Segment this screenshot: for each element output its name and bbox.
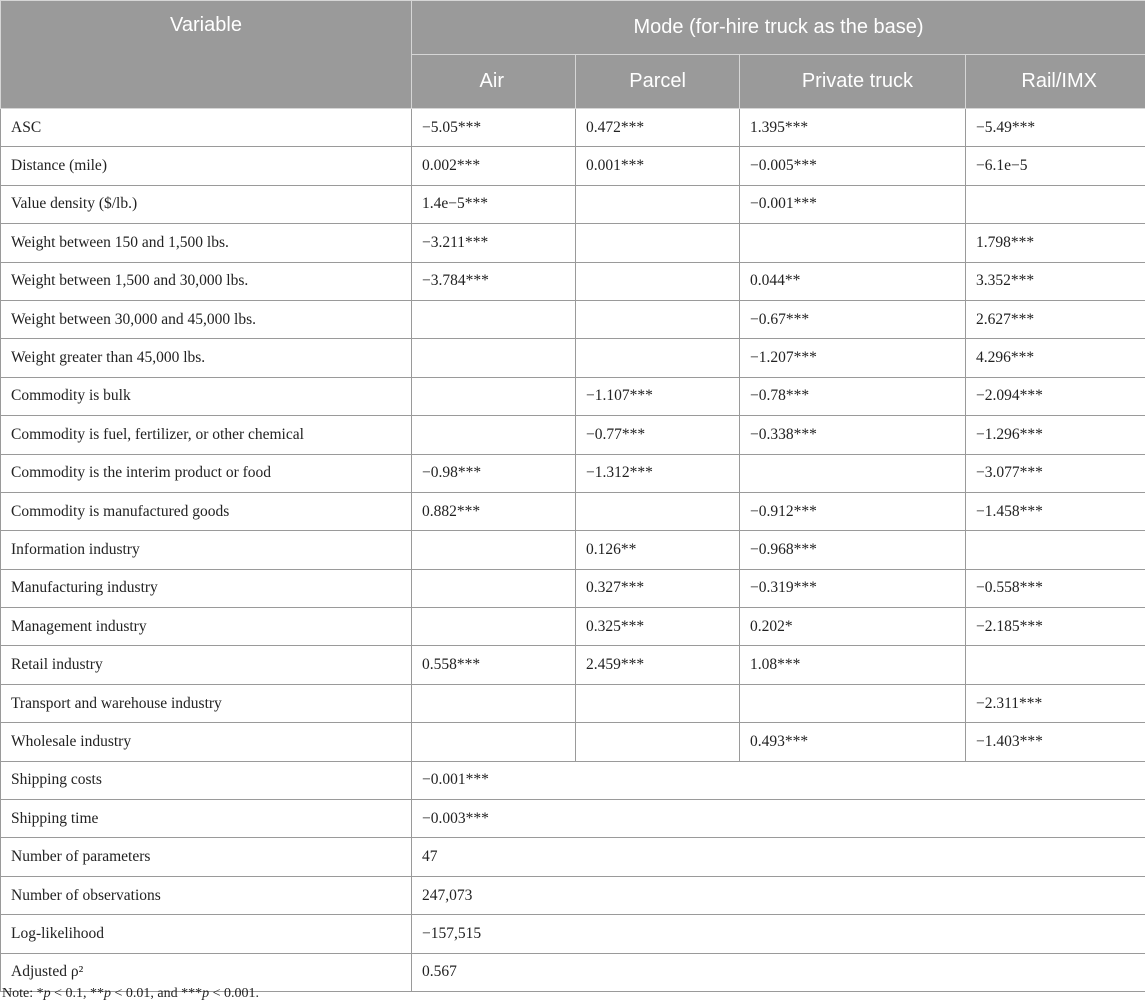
coef-cell-parcel xyxy=(576,723,740,761)
coef-cell-air: −5.05*** xyxy=(412,109,576,147)
coef-cell-air xyxy=(412,531,576,569)
row-label: Management industry xyxy=(1,608,412,646)
table-row xyxy=(1,109,1145,147)
coef-cell-parcel: 0.325*** xyxy=(576,608,740,646)
coef-cell-rail-imx: −1.403*** xyxy=(966,723,1145,761)
coef-cell-rail-imx: −3.077*** xyxy=(966,454,1145,492)
coef-cell-rail-imx: 4.296*** xyxy=(966,339,1145,377)
coef-cell-private-truck: 1.08*** xyxy=(740,646,966,684)
coef-cell-parcel xyxy=(576,300,740,338)
summary-label: Adjusted ρ² xyxy=(1,953,412,991)
coef-cell-rail-imx xyxy=(966,531,1145,569)
summary-label: Number of observations xyxy=(1,876,412,914)
table-row xyxy=(1,684,1145,722)
coef-cell-rail-imx xyxy=(966,185,1145,223)
coef-cell-rail-imx: −1.296*** xyxy=(966,416,1145,454)
coef-cell-rail-imx: 3.352*** xyxy=(966,262,1145,300)
coef-cell-air: −0.98*** xyxy=(412,454,576,492)
summary-row xyxy=(1,915,1145,953)
row-label: Retail industry xyxy=(1,646,412,684)
coef-cell-parcel xyxy=(576,339,740,377)
summary-row xyxy=(1,838,1145,876)
coef-cell-air xyxy=(412,608,576,646)
row-label: Information industry xyxy=(1,531,412,569)
summary-rows xyxy=(1,761,1145,991)
coef-cell-parcel: 2.459*** xyxy=(576,646,740,684)
coef-cell-air: −3.784*** xyxy=(412,262,576,300)
coef-cell-private-truck: −0.912*** xyxy=(740,492,966,530)
table-row xyxy=(1,147,1145,185)
row-label: Wholesale industry xyxy=(1,723,412,761)
coef-cell-air: 0.558*** xyxy=(412,646,576,684)
coef-cell-air: 1.4e−5*** xyxy=(412,185,576,223)
note-sig3-p: p xyxy=(202,986,210,1001)
coef-cell-rail-imx: −1.458*** xyxy=(966,492,1145,530)
row-label: Distance (mile) xyxy=(1,147,412,185)
row-label: Manufacturing industry xyxy=(1,569,412,607)
mode-header-air: Air xyxy=(412,55,576,109)
coef-cell-private-truck: −0.78*** xyxy=(740,377,966,415)
note-sig1-p: p xyxy=(43,986,51,1001)
table-row xyxy=(1,262,1145,300)
coef-cell-air xyxy=(412,339,576,377)
note-sig3-stars: *** xyxy=(181,986,203,1001)
coef-cell-parcel: 0.001*** xyxy=(576,147,740,185)
row-label: Commodity is the interim product or food xyxy=(1,454,412,492)
coef-cell-rail-imx: −2.094*** xyxy=(966,377,1145,415)
coef-cell-private-truck xyxy=(740,224,966,262)
coef-cell-rail-imx: −5.49*** xyxy=(966,109,1145,147)
coef-cell-private-truck: −0.968*** xyxy=(740,531,966,569)
coef-cell-private-truck: 0.202* xyxy=(740,608,966,646)
table-row xyxy=(1,531,1145,569)
coef-cell-rail-imx: −2.311*** xyxy=(966,684,1145,722)
coef-cell-rail-imx: 2.627*** xyxy=(966,300,1145,338)
coef-cell-rail-imx xyxy=(966,646,1145,684)
row-label: Weight between 30,000 and 45,000 lbs. xyxy=(1,300,412,338)
note-sig2-stars: ** xyxy=(90,986,105,1001)
summary-value: 0.567 xyxy=(412,953,1145,991)
coef-cell-air: 0.882*** xyxy=(412,492,576,530)
coef-cell-air xyxy=(412,377,576,415)
summary-label: Shipping costs xyxy=(1,761,412,799)
summary-value: 247,073 xyxy=(412,876,1145,914)
table-row xyxy=(1,646,1145,684)
note-sig1-rest: < 0.1, xyxy=(50,986,91,1001)
table-row xyxy=(1,416,1145,454)
summary-value: −157,515 xyxy=(412,915,1145,953)
note-sig3-rest: < 0.001. xyxy=(209,986,260,1001)
table-row xyxy=(1,185,1145,223)
coef-cell-private-truck: 1.395*** xyxy=(740,109,966,147)
coef-cell-private-truck: −0.338*** xyxy=(740,416,966,454)
summary-row xyxy=(1,761,1145,799)
note-sig2-rest: < 0.01, and xyxy=(111,986,182,1001)
coef-cell-rail-imx: 1.798*** xyxy=(966,224,1145,262)
row-label: Weight between 1,500 and 30,000 lbs. xyxy=(1,262,412,300)
table-row xyxy=(1,300,1145,338)
mode-header-rail-imx: Rail/IMX xyxy=(966,55,1145,109)
coef-cell-rail-imx: −6.1e−5 xyxy=(966,147,1145,185)
note-sig1-stars: * xyxy=(36,986,44,1001)
coef-cell-parcel: −0.77*** xyxy=(576,416,740,454)
row-label: Commodity is bulk xyxy=(1,377,412,415)
summary-label: Log-likelihood xyxy=(1,915,412,953)
table-row xyxy=(1,224,1145,262)
table-row xyxy=(1,608,1145,646)
coef-cell-parcel xyxy=(576,224,740,262)
table-header xyxy=(1,1,1145,109)
coef-cell-parcel: 0.327*** xyxy=(576,569,740,607)
coef-cell-private-truck: −0.005*** xyxy=(740,147,966,185)
coef-cell-parcel xyxy=(576,684,740,722)
coef-cell-air xyxy=(412,569,576,607)
coef-cell-air: −3.211*** xyxy=(412,224,576,262)
table-row xyxy=(1,569,1145,607)
coef-cell-parcel xyxy=(576,262,740,300)
row-label: Weight between 150 and 1,500 lbs. xyxy=(1,224,412,262)
row-label: Weight greater than 45,000 lbs. xyxy=(1,339,412,377)
coef-cell-parcel: −1.107*** xyxy=(576,377,740,415)
coef-cell-private-truck: −1.207*** xyxy=(740,339,966,377)
coef-cell-private-truck: 0.493*** xyxy=(740,723,966,761)
row-label: Commodity is fuel, fertilizer, or other chemical xyxy=(1,416,412,454)
coef-cell-private-truck: −0.319*** xyxy=(740,569,966,607)
coef-cell-rail-imx: −2.185*** xyxy=(966,608,1145,646)
row-label: ASC xyxy=(1,109,412,147)
coef-cell-private-truck xyxy=(740,454,966,492)
summary-label: Number of parameters xyxy=(1,838,412,876)
coef-cell-parcel: −1.312*** xyxy=(576,454,740,492)
coef-cell-parcel xyxy=(576,492,740,530)
significance-note xyxy=(2,986,259,1002)
mode-group-header: Mode (for-hire truck as the base) xyxy=(412,1,1145,55)
coef-cell-air xyxy=(412,300,576,338)
coef-cell-air xyxy=(412,416,576,454)
table-row xyxy=(1,454,1145,492)
table-row xyxy=(1,492,1145,530)
coef-cell-air: 0.002*** xyxy=(412,147,576,185)
coef-cell-private-truck: −0.67*** xyxy=(740,300,966,338)
summary-label: Shipping time xyxy=(1,800,412,838)
row-label: Value density ($/lb.) xyxy=(1,185,412,223)
summary-value: −0.001*** xyxy=(412,761,1145,799)
coefficient-rows xyxy=(1,109,1145,762)
coef-cell-parcel: 0.126** xyxy=(576,531,740,569)
summary-value: 47 xyxy=(412,838,1145,876)
coef-cell-private-truck: −0.001*** xyxy=(740,185,966,223)
coef-cell-parcel xyxy=(576,185,740,223)
row-label: Transport and warehouse industry xyxy=(1,684,412,722)
table-row xyxy=(1,339,1145,377)
mode-header-private-truck: Private truck xyxy=(740,55,966,109)
coef-cell-air xyxy=(412,684,576,722)
row-label: Commodity is manufactured goods xyxy=(1,492,412,530)
mode-header-parcel: Parcel xyxy=(576,55,740,109)
coef-cell-rail-imx: −0.558*** xyxy=(966,569,1145,607)
header-row-top xyxy=(1,1,1145,55)
note-prefix: Note: xyxy=(2,986,37,1001)
summary-row xyxy=(1,800,1145,838)
table-row xyxy=(1,377,1145,415)
summary-value: −0.003*** xyxy=(412,800,1145,838)
variable-column-header: Variable xyxy=(1,1,412,109)
coef-cell-private-truck xyxy=(740,684,966,722)
table-row xyxy=(1,723,1145,761)
coef-cell-parcel: 0.472*** xyxy=(576,109,740,147)
note-sig2-p: p xyxy=(104,986,112,1001)
coef-cell-air xyxy=(412,723,576,761)
summary-row xyxy=(1,876,1145,914)
coef-cell-private-truck: 0.044** xyxy=(740,262,966,300)
